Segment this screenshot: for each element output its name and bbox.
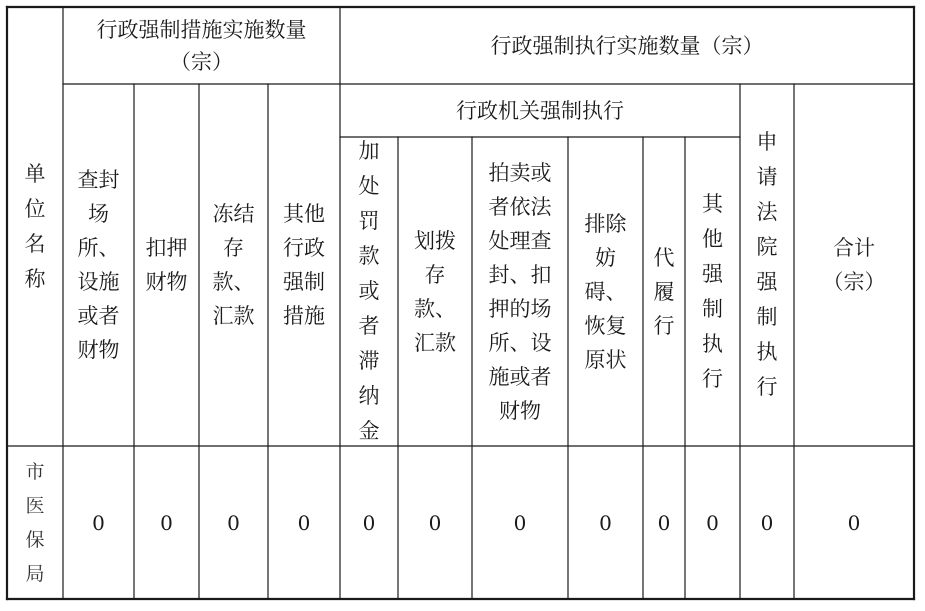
header-auction: 拍卖或 者依法 处理查 封、扣 押的场 所、设 施或者 财物 [488, 160, 552, 423]
header-remove-obstruction: 排除 妨 碍、 恢复 原状 [584, 211, 627, 372]
header-detain-goods: 扣押 财物 [145, 236, 188, 294]
value-detain-goods: 0 [160, 510, 173, 535]
header-unit-name: 单 位 名 称 [24, 161, 46, 291]
header-measures-group: 行政强制措施实施数量 （宗） [96, 17, 307, 74]
value-substitute-performance: 0 [657, 510, 671, 535]
value-remove-obstruction: 0 [599, 510, 612, 535]
value-late-fee: 0 [362, 510, 376, 535]
value-other-measures: 0 [297, 510, 311, 535]
header-seal-premises: 查封 场 所、 设施 或者 财物 [77, 168, 120, 362]
value-transfer-funds: 0 [428, 510, 442, 535]
header-agency-execution: 行政机关强制执行 [456, 98, 624, 123]
header-substitute-performance: 代 履 行 [653, 245, 675, 338]
header-other-execution: 其 他 强 制 执 行 [702, 191, 723, 391]
header-court-execution: 申 请 法 院 强 制 执 行 [756, 130, 778, 399]
header-freeze-funds: 冻结 存 款、 汇款 [212, 202, 255, 328]
value-total: 0 [847, 510, 861, 535]
header-transfer-funds: 划拨 存 款、 汇款 [414, 228, 456, 355]
header-total: 合计 （宗） [822, 236, 886, 294]
value-freeze-funds: 0 [227, 510, 240, 535]
value-auction: 0 [513, 510, 527, 535]
value-court-execution: 0 [760, 510, 774, 535]
header-execution-group: 行政强制执行实施数量（宗） [490, 33, 764, 58]
row-unit-name: 市 医 保 局 [25, 460, 45, 585]
value-other-execution: 0 [706, 510, 719, 535]
value-seal-premises: 0 [92, 510, 105, 535]
header-other-measures: 其他 行政 强制 措施 [283, 202, 325, 328]
header-late-fee: 加 处 罚 款 或 者 滞 纳 金 [358, 139, 380, 443]
